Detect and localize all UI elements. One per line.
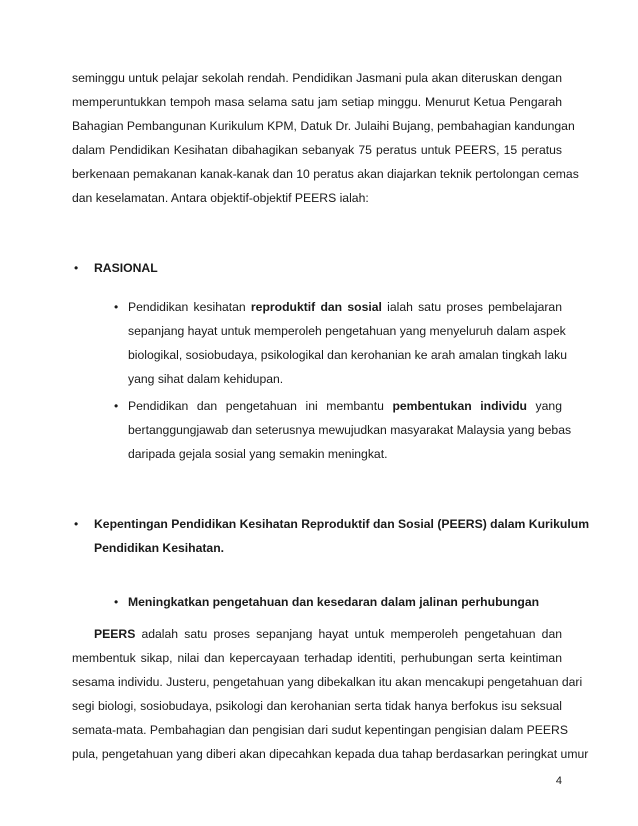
text-run: Pendidikan kesihatan <box>128 300 251 314</box>
text-line: dalam Pendidikan Kesihatan dibahagikan sebanyak 75 peratus untuk PEERS, 15 peratus <box>72 143 562 157</box>
bold-text-run: pembentukan individu <box>392 399 527 413</box>
heading-line: Pendidikan Kesihatan. <box>94 541 225 555</box>
text-line: berkenaan pemakanan kanak-kanak dan 10 peratus akan diajarkan teknik pertolongan cemas <box>72 167 579 181</box>
text-run: Pendidikan dan pengetahuan ini membantu <box>128 399 393 413</box>
text-line: pula, pengetahuan yang diberi akan dipecahkan kepada dua tahap berdasarkan peringkat umur <box>72 747 589 761</box>
sub-heading: Meningkatkan pengetahuan dan kesedaran dalam jalinan perhubungan <box>128 595 540 609</box>
text-line: yang sihat dalam kehidupan. <box>128 372 284 386</box>
text-run: ialah satu proses pembelajaran <box>381 300 562 314</box>
text-line: membentuk sikap, nilai dan kepercayaan terhadap identiti, perhubungan serta keintiman <box>72 651 562 665</box>
text-line: segi biologi, sosiobudaya, psikologi dan kerohanian serta tidak hanya berfokus isu seksual <box>72 699 562 713</box>
intro-paragraph <box>72 66 579 210</box>
text-line <box>128 295 562 319</box>
text-line: memperuntukkan tempoh masa selama satu jam setiap minggu. Menurut Ketua Pengarah <box>72 95 562 109</box>
text-line <box>72 622 562 646</box>
peers-paragraph <box>72 622 589 766</box>
text-line: biologikal, sosiobudaya, psikologikal dan kerohanian ke arah amalan tingkah laku <box>128 348 568 362</box>
bold-text-run: reproduktif dan sosial <box>250 300 382 314</box>
bold-text-run: PEERS <box>94 627 136 641</box>
text-line: bertanggungjawab dan seterusnya mewujudkan masyarakat Malaysia yang bebas <box>128 423 572 437</box>
bullet-icon: • <box>114 300 119 314</box>
text-line: seminggu untuk pelajar sekolah rendah. Pendidikan Jasmani pula akan diteruskan dengan <box>72 71 562 85</box>
bullet-icon: • <box>114 399 119 413</box>
text-run: yang <box>526 399 562 413</box>
text-run: adalah satu proses sepanjang hayat untuk memperoleh pengetahuan dan <box>135 627 562 641</box>
page-number: 4 <box>555 775 562 787</box>
bullet-icon: • <box>74 517 79 531</box>
bullet-icon: • <box>114 595 119 609</box>
text-line: semata-mata. Pembahagian dan pengisian dari sudut kepentingan pengisian dalam PEERS <box>72 723 568 737</box>
section-heading-kepentingan <box>94 512 590 560</box>
text-line: Bahagian Pembangunan Kurikulum KPM, Datuk Dr. Julaihi Bujang, pembahagian kandungan <box>72 119 575 133</box>
text-line: sepanjang hayat untuk memperoleh pengetahuan yang menyeluruh dalam aspek <box>128 324 566 338</box>
rasional-item-1 <box>128 295 568 391</box>
bullet-icon: • <box>74 261 79 275</box>
heading-line: Kepentingan Pendidikan Kesihatan Reproduktif dan Sosial (PEERS) dalam Kurikulum <box>94 517 590 531</box>
text-line: dan keselamatan. Antara objektif-objektif PEERS ialah: <box>72 191 369 205</box>
section-heading-rasional: RASIONAL <box>94 261 158 275</box>
text-line: daripada gejala sosial yang semakin meningkat. <box>128 447 388 461</box>
rasional-item-2 <box>128 394 572 466</box>
text-line: sesama individu. Justeru, pengetahuan yang dibekalkan itu akan mencakupi pengetahuan dari <box>72 675 583 689</box>
text-line <box>128 394 562 418</box>
